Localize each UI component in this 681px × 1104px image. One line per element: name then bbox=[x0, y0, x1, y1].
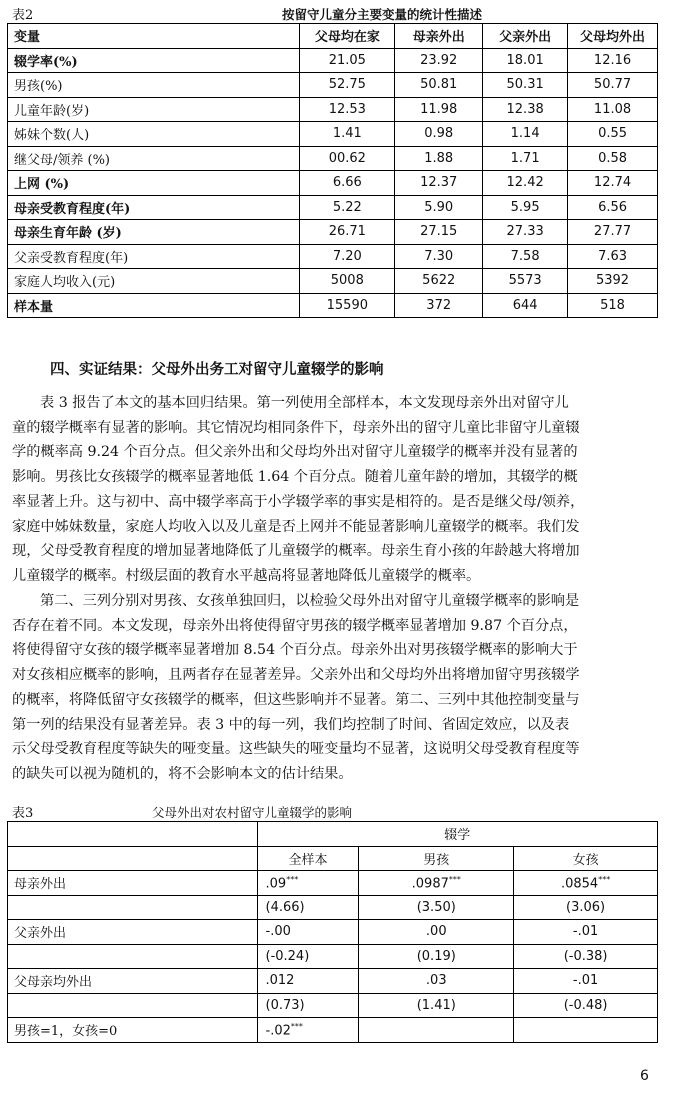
table2-row-label: 母亲受教育程度(年) bbox=[8, 195, 300, 220]
table2-cell: 27.15 bbox=[395, 220, 483, 245]
paragraph-2 bbox=[12, 589, 652, 787]
paragraph-line: 儿童辍学的概率。村级层面的教育水平越高将显著地降低儿童辍学的概率。 bbox=[12, 567, 481, 584]
paragraph-line: 率显著上升。这与初中、高中辍学率高于小学辍学率的事实是相符的。是否是继父母/领养， bbox=[12, 493, 585, 510]
table2-title: 按留守儿童分主要变量的统计性描述 bbox=[282, 7, 483, 22]
table3-cell bbox=[514, 944, 658, 969]
table3-column-header-row bbox=[8, 846, 658, 871]
table3-cell bbox=[514, 993, 658, 1018]
table2-cell: 5.90 bbox=[395, 195, 483, 220]
paragraph-line: 表 3 报告了本文的基本回归结果。第一列使用全部样本，本文发现母亲外出对留守儿 bbox=[40, 395, 569, 411]
table3-cell-value: .09 bbox=[265, 875, 287, 891]
paragraph-line: 第一列的结果没有显著差异。表 3 中的每一列，我们均控制了时间、省固定效应，以及表 bbox=[12, 716, 570, 733]
table3-header-full-sample: 全样本 bbox=[257, 846, 359, 871]
table3-row bbox=[8, 969, 658, 994]
table3-row bbox=[8, 1018, 658, 1043]
table3-cell-value: .0987 bbox=[411, 875, 449, 891]
table2-cell: 1.88 bbox=[395, 146, 483, 171]
table3-cell-value: -.00 bbox=[265, 924, 291, 940]
table3-cell-value: (4.66) bbox=[265, 899, 305, 915]
table3-cell-value: .0854 bbox=[560, 875, 599, 891]
table3-cell bbox=[359, 871, 514, 896]
table2-row bbox=[8, 220, 658, 245]
table2-cell: 50.81 bbox=[395, 73, 483, 98]
table2-cell: 50.77 bbox=[568, 73, 658, 98]
table2-row bbox=[8, 293, 658, 318]
table2-row bbox=[8, 244, 658, 269]
table2-cell: 21.05 bbox=[300, 48, 395, 73]
table2-row bbox=[8, 73, 658, 98]
table2-row bbox=[8, 195, 658, 220]
table3-header-boys: 男孩 bbox=[359, 846, 514, 871]
table3-header-girls: 女孩 bbox=[514, 846, 658, 871]
table3-row-label: 父亲外出 bbox=[8, 920, 258, 945]
table3-row bbox=[8, 895, 658, 920]
table2-cell: 11.08 bbox=[568, 97, 658, 122]
table2-cell: 6.56 bbox=[568, 195, 658, 220]
table2-cell: 12.42 bbox=[483, 171, 568, 196]
paragraph-line: 示父母受教育程度等缺失的哑变量。这些缺失的哑变量均不显著，这说明父母受教育程度等 bbox=[12, 741, 580, 758]
table2-row-label: 姊妹个数(人) bbox=[8, 122, 300, 147]
table2-cell: 5392 bbox=[568, 269, 658, 294]
table3-row-label: 男孩=1，女孩=0 bbox=[8, 1018, 258, 1043]
significance-stars: *** bbox=[598, 874, 611, 884]
table3-cell bbox=[514, 871, 658, 896]
table3-title: 父母外出对农村留守儿童辍学的影响 bbox=[152, 805, 353, 820]
table2-cell: 5.22 bbox=[300, 195, 395, 220]
table3-cell bbox=[257, 871, 359, 896]
table3-group-header: 辍学 bbox=[257, 822, 658, 847]
table2-cell: 15590 bbox=[300, 293, 395, 318]
table2-cell: 7.63 bbox=[568, 244, 658, 269]
table3-cell-value: (0.19) bbox=[416, 948, 456, 964]
table2-row-label: 辍学率(%) bbox=[8, 48, 300, 73]
table2-cell: 23.92 bbox=[395, 48, 483, 73]
table3-label: 表3 bbox=[12, 806, 34, 821]
table2-cell: 644 bbox=[483, 293, 568, 318]
table3-cell bbox=[514, 969, 658, 994]
table2-cell: 1.14 bbox=[483, 122, 568, 147]
table3-cell bbox=[514, 1018, 658, 1043]
paragraph-line: 童的辍学概率有显著的影响。其它情况均相同条件下，母亲外出的留守儿童比非留守儿童辍 bbox=[12, 419, 580, 436]
table3-cell-value: -.02 bbox=[265, 1022, 291, 1038]
table2-cell: 5.95 bbox=[483, 195, 568, 220]
table3-row bbox=[8, 993, 658, 1018]
table2-header-variable: 变量 bbox=[8, 24, 300, 49]
table3-cell bbox=[359, 944, 514, 969]
table2-header-mother-away: 母亲外出 bbox=[395, 24, 483, 49]
table2-row-label: 上网 (%) bbox=[8, 171, 300, 196]
table3-cell-value: -.01 bbox=[572, 924, 599, 940]
paragraph-line: 学的概率高 9.24 个百分点。但父亲外出和父母均外出对留守儿童辍学的概率并没有显著的 bbox=[12, 444, 578, 461]
table2-cell: 0.58 bbox=[568, 146, 658, 171]
table3-cell-value: (0.73) bbox=[265, 997, 305, 1013]
table3-cell bbox=[514, 920, 658, 945]
table3-cell bbox=[257, 944, 359, 969]
table3-cell-value: (1.41) bbox=[416, 997, 456, 1013]
table2-cell: 518 bbox=[568, 293, 658, 318]
table3-cell bbox=[359, 1018, 514, 1043]
paragraph-1 bbox=[12, 391, 652, 589]
table2-cell: 1.71 bbox=[483, 146, 568, 171]
table2-cell: 12.53 bbox=[300, 97, 395, 122]
paragraph-line: 的概率，将降低留守女孩辍学的概率，但这些影响并不显著。第二、三列中其他控制变量与 bbox=[12, 691, 580, 708]
table2-cell: 12.74 bbox=[568, 171, 658, 196]
table3-cell bbox=[359, 895, 514, 920]
table3-row-label: 母亲外出 bbox=[8, 871, 258, 896]
table2-cell: 6.66 bbox=[300, 171, 395, 196]
table3-group-header-row bbox=[8, 822, 658, 847]
table2-cell: 5008 bbox=[300, 269, 395, 294]
paragraph-line: 否存在着不同。本文发现，母亲外出将使得留守男孩的辍学概率显著增加 9.87 个百分点， bbox=[12, 617, 578, 634]
table2-cell: 26.71 bbox=[300, 220, 395, 245]
table2-row-label: 母亲生育年龄 (岁) bbox=[8, 220, 300, 245]
table3-row-label bbox=[8, 944, 258, 969]
table2-row-label: 父亲受教育程度(年) bbox=[8, 244, 300, 269]
paragraph-line: 将使得留守女孩的辍学概率显著增加 8.54 个百分点。母亲外出对男孩辍学概率的影响大于 bbox=[12, 642, 578, 659]
table3-cell-value: .00 bbox=[425, 924, 447, 940]
table2-row-label: 继父母/领养 (%) bbox=[8, 146, 300, 171]
table2-row bbox=[8, 146, 658, 171]
table2-cell: 27.77 bbox=[568, 220, 658, 245]
table3-row bbox=[8, 944, 658, 969]
table3-row bbox=[8, 871, 658, 896]
table3-cell-value: (-0.48) bbox=[563, 997, 608, 1013]
table2-cell: 50.31 bbox=[483, 73, 568, 98]
table2-label: 表2 bbox=[12, 8, 34, 23]
paragraph-line: 的缺失可以视为随机的，将不会影响本文的估计结果。 bbox=[12, 765, 353, 782]
table2-cell: 1.41 bbox=[300, 122, 395, 147]
table2-row bbox=[8, 171, 658, 196]
table3-cell bbox=[257, 895, 359, 920]
table2-row-label: 儿童年龄(岁) bbox=[8, 97, 300, 122]
significance-stars: *** bbox=[286, 874, 299, 884]
paragraph-line: 影响。男孩比女孩辍学的概率显著地低 1.64 个百分点。随着儿童年龄的增加，其辍学的概 bbox=[12, 469, 578, 486]
page-number: 6 bbox=[640, 1068, 649, 1084]
table3-cell-value: (-0.24) bbox=[265, 948, 310, 964]
table3-cell bbox=[359, 920, 514, 945]
table3-cell-value: (3.06) bbox=[566, 899, 606, 915]
table3-cell bbox=[257, 920, 359, 945]
table2-cell: 5573 bbox=[483, 269, 568, 294]
table3-cell bbox=[359, 969, 514, 994]
table2-cell: 11.98 bbox=[395, 97, 483, 122]
table2-cell: 0.98 bbox=[395, 122, 483, 147]
table2-cell: 12.16 bbox=[568, 48, 658, 73]
table3-cell bbox=[257, 1018, 359, 1043]
table2-cell: 18.01 bbox=[483, 48, 568, 73]
significance-stars: *** bbox=[290, 1021, 303, 1031]
table3-row bbox=[8, 920, 658, 945]
table2-header-both-home: 父母均在家 bbox=[300, 24, 395, 49]
table3-cell-value: .012 bbox=[265, 973, 295, 989]
table3-row-label bbox=[8, 993, 258, 1018]
table3-cell bbox=[514, 895, 658, 920]
table2-cell: 7.20 bbox=[300, 244, 395, 269]
table2-cell: 00.62 bbox=[300, 146, 395, 171]
table2-header-father-away: 父亲外出 bbox=[483, 24, 568, 49]
paragraph-line: 家庭中姊妹数量，家庭人均收入以及儿童是否上网并不能显著影响儿童辍学的概率。我们发 bbox=[12, 518, 580, 535]
table2-row-label: 家庭人均收入(元) bbox=[8, 269, 300, 294]
table2-cell: 5622 bbox=[395, 269, 483, 294]
table3-row-label: 父母亲均外出 bbox=[8, 969, 258, 994]
paragraph-line: 第二、三列分别对男孩、女孩单独回归，以检验父母外出对留守儿童辍学概率的影响是 bbox=[40, 593, 580, 609]
table2-cell: 12.38 bbox=[483, 97, 568, 122]
paragraph-line: 对女孩相应概率的影响，且两者存在显著差异。父亲外出和父母均外出将增加留守男孩辍学 bbox=[12, 667, 580, 684]
table3-row-label bbox=[8, 895, 258, 920]
table2-cell: 0.55 bbox=[568, 122, 658, 147]
table2-row-label: 样本量 bbox=[8, 293, 300, 318]
significance-stars: *** bbox=[448, 874, 461, 884]
table3 bbox=[7, 821, 658, 1043]
paragraph-line: 现，父母受教育程度的增加显著地降低了儿童辍学的概率。母亲生育小孩的年龄越大将增加 bbox=[12, 543, 580, 560]
table2-cell: 7.58 bbox=[483, 244, 568, 269]
table2-row-label: 男孩(%) bbox=[8, 73, 300, 98]
table3-cell-value: (3.50) bbox=[416, 899, 456, 915]
table2-header-both-away: 父母均外出 bbox=[568, 24, 658, 49]
table3-cell bbox=[257, 993, 359, 1018]
table2-header-row bbox=[8, 24, 658, 49]
table3-cell-value: .03 bbox=[425, 973, 447, 989]
section-heading: 四、实证结果：父母外出务工对留守儿童辍学的影响 bbox=[50, 361, 384, 378]
table2-cell: 52.75 bbox=[300, 73, 395, 98]
table2-cell: 27.33 bbox=[483, 220, 568, 245]
table3-corner-cell-2 bbox=[8, 846, 258, 871]
table2-cell: 372 bbox=[395, 293, 483, 318]
table3-cell bbox=[257, 969, 359, 994]
table3-cell-value: -.01 bbox=[572, 973, 599, 989]
table2-row bbox=[8, 122, 658, 147]
table3-corner-cell bbox=[8, 822, 258, 847]
table2-row bbox=[8, 269, 658, 294]
table2-cell: 12.37 bbox=[395, 171, 483, 196]
table2 bbox=[7, 23, 658, 318]
table2-row bbox=[8, 97, 658, 122]
table3-cell-value: (-0.38) bbox=[563, 948, 608, 964]
table2-row bbox=[8, 48, 658, 73]
table2-cell: 7.30 bbox=[395, 244, 483, 269]
table3-cell bbox=[359, 993, 514, 1018]
